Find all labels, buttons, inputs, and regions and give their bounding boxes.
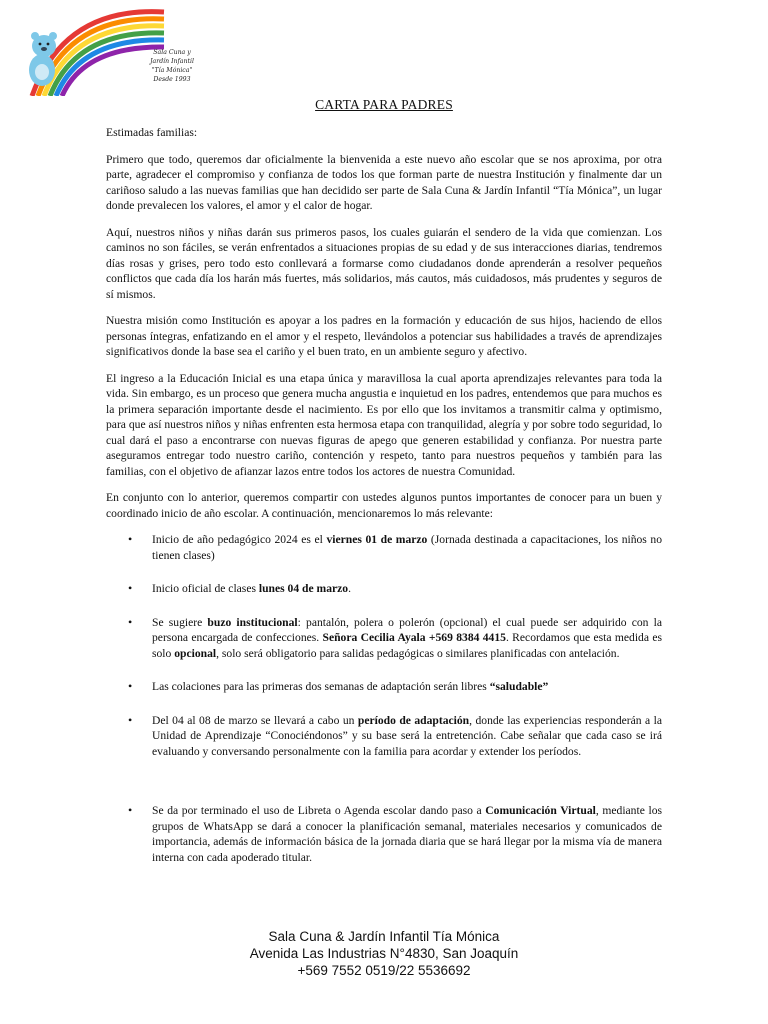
letter-title: CARTA PARA PADRES (315, 97, 453, 112)
paragraph-welcome: Primero que todo, queremos dar oficialmente la bienvenida a este nuevo año escolar que se nos aproxima, por otra parte, agradecer el compromiso y confianza de todos los que forman parte de nuestra Institución y finalmente dar un cariñoso saludo a las nuevas familias que han decidido ser parte de Sala Cuna & Jardín Infantil “Tía Mónica”, un lugar donde prevalecen los valores, el amor y el calor de hogar. (106, 152, 662, 212)
logo-caption (142, 48, 202, 84)
logo-line: Desde 1993 (153, 76, 191, 83)
bullet-bold: buzo institucional (207, 615, 298, 629)
logo-line: Jardín Infantil (150, 58, 194, 65)
paragraph-intro-points: En conjunto con lo anterior, queremos compartir con ustedes algunos puntos importantes de conocer para un buen y coordinado inicio de año escolar. A continuación, mencionaremos lo más relevante: (106, 491, 662, 520)
footer-phone: +569 7552 0519/22 5536692 (297, 963, 471, 978)
bullet-text: Se sugiere (152, 615, 208, 629)
bullet-bold: viernes 01 de marzo (326, 533, 428, 546)
bullet-text: : pantalón, polera o polerón (opcional) el cual puede ser adquirido con la persona encargada de confecciones. (152, 615, 662, 644)
letter-footer (0, 928, 768, 979)
list-item (106, 581, 662, 597)
bullet-bold: “saludable” (489, 680, 549, 693)
bullet-text: Inicio de año pedagógico 2024 es el (152, 533, 327, 546)
list-item (106, 713, 662, 760)
important-points-list (106, 532, 662, 865)
bullet-text: . Recordamos que esta medida es solo (152, 631, 662, 660)
school-logo (24, 6, 194, 96)
bullet-text: , mediante los grupos de WhatsApp se dará a conocer la planificación semanal, materiales necesarios y comunicados de importancia, además de información básica de la jornada diaria que se hará llegar por la misma vía de manera interna con cada apoderado titular. (152, 804, 662, 864)
bullet-text: Inicio oficial de clases (152, 582, 259, 595)
bullet-text: , donde las experiencias responderán a la Unidad de Aprendizaje “Conociéndonos” y su base será la entretención. Cabe señalar que cada caso se irá evaluando y conversando personalmente con la familia para acordar y extender los períodos. (152, 713, 663, 758)
bullet-text: , solo será obligatorio para salidas pedagógicas o similares planificadas con antelación. (216, 646, 620, 660)
logo-line: "Tía Mónica" (151, 67, 193, 74)
footer-school-name: Sala Cuna & Jardín Infantil Tía Mónica (268, 929, 500, 944)
letter-body (106, 125, 662, 883)
bullet-bold: lunes 04 de marzo (258, 582, 349, 595)
logo-line: Sala Cuna y (153, 49, 191, 56)
footer-address: Avenida Las Industrias N°4830, San Joaquín (249, 946, 519, 961)
bullet-bold: opcional (174, 646, 217, 660)
paragraph-mission: Nuestra misión como Institución es apoyar a los padres en la formación y educación de sus hijos, haciendo de ellos personas íntegras, enfatizando en el amor y el respeto, llevándolos a potenciar sus habilidades a través de aprendizajes significativos donde la base sea el cariño y el buen trato, en un ambiente seguro y afectivo. (106, 314, 662, 358)
paragraph-initial-education: El ingreso a la Educación Inicial es una etapa única y maravillosa la cual aporta aprendizajes relevantes para toda la vida. Sin embargo, es un proceso que genera mucha angustia e inquietud en los padres, entendemos que para muchos es la primera separación importante desde el nacimiento. Es por ello que los invitamos a transmitir calma y optimismo, para que así nuestros niños y niñas enfrenten esta hermosa etapa con tranquilidad, alegría y por sobre todo seguridad, lo cual dará el paso a encontrarse con nuevas figuras de apego que generen estabilidad y confianza. Por nuestra parte aseguramos entregar todo nuestro cariño, contención y respeto, tanto para nuestros pequeños y también para las familias, con el objetivo de afianzar lazos entre todos los actores de nuestra Comunidad. (106, 371, 662, 478)
bullet-bold: Comunicación Virtual (485, 804, 596, 817)
list-item (106, 803, 662, 865)
bullet-text: Del 04 al 08 de marzo se llevará a cabo un (152, 713, 358, 727)
list-item (106, 679, 662, 695)
bullet-text: (Jornada destinada a capacitaciones, los niños no tienen clases) (152, 533, 662, 562)
bullet-text: Las colaciones para las primeras dos semanas de adaptación serán libres (152, 680, 490, 693)
bullet-text: . (348, 582, 351, 595)
bullet-bold: Señora Cecilia Ayala +569 8384 4415 (322, 631, 506, 644)
greeting: Estimadas familias: (106, 126, 198, 139)
paragraph-children: Aquí, nuestros niños y niñas darán sus primeros pasos, los cuales guiarán el sendero de la vida que comienzan. Los caminos no son fáciles, se verán enfrentados a situaciones propias de su edad y de sus interacciones diarias, tendremos días rosas y grises, pero todo esto conllevará a formarse como ciudadanos donde aprenderán a resolver pequeños conflictos que cada día los harán más fuertes, más solidarios, más cautos, más cuidadosos, más prudentes y seguros de sí mismos. (106, 225, 662, 301)
list-item (106, 532, 662, 563)
list-item (106, 615, 662, 662)
bullet-bold: período de adaptación (357, 713, 470, 727)
bullet-text: Se da por terminado el uso de Libreta o Agenda escolar dando paso a (152, 804, 486, 817)
